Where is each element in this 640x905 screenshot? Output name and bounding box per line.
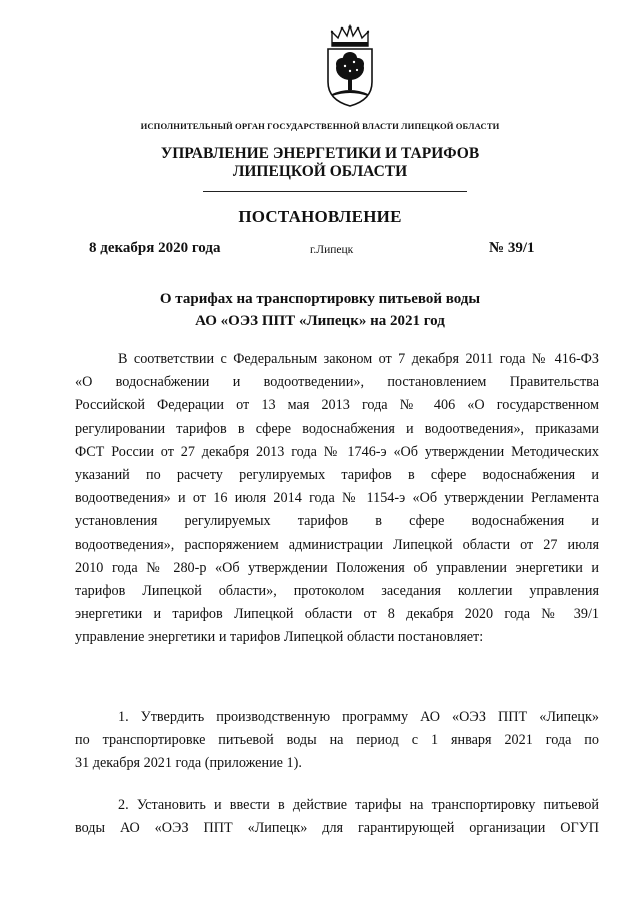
text-line: водоотведения», распоряжением администрации Липецкой области от 27 июля — [75, 536, 599, 553]
subject-line: О тарифах на транспортировку питьевой воды — [159, 291, 481, 307]
text-line: регулировании тарифов в сфере водоснабжения и водоотведения», приказами — [75, 420, 599, 437]
text-line: В соответствии с Федеральным законом от 7 декабря 2011 года № 416-ФЗ — [118, 351, 599, 367]
text-line: тарифов Липецкой области», протоколом заседания коллегии управления — [75, 582, 599, 599]
text-line: 1. Утвердить производственную программу АО «ОЭЗ ППТ «Липецк» — [118, 709, 599, 725]
document-number: № 39/1 — [489, 240, 535, 256]
text-line: «О водоснабжении и водоотведении», постановлением Правительства — [75, 374, 599, 391]
subject-line: АО «ОЭЗ ППТ «Липецк» на 2021 год — [195, 313, 445, 329]
text-line: указаний по расчету регулируемых тарифов в сфере водоснабжения и — [75, 466, 599, 483]
text-line: установления регулируемых тарифов в сфере водоснабжения и — [75, 513, 599, 530]
body-paragraph-2 — [75, 706, 599, 776]
document-type: ПОСТАНОВЛЕНИЕ — [238, 207, 402, 226]
lipetsk-coat-of-arms-icon — [320, 24, 380, 108]
document-date: 8 декабря 2020 года — [89, 240, 221, 256]
department-title-line: ЛИПЕЦКОЙ ОБЛАСТИ — [232, 163, 408, 180]
authority-name: ИСПОЛНИТЕЛЬНЫЙ ОРГАН ГОСУДАРСТВЕННОЙ ВЛАСТИ ЛИПЕЦКОЙ ОБЛАСТИ — [140, 121, 500, 131]
department-title — [0, 145, 640, 181]
text-line: воды АО «ОЭЗ ППТ «Липецк» для гарантирующей организации ОГУП — [75, 820, 599, 837]
document-city: г.Липецк — [310, 244, 354, 256]
text-line: управление энергетики и тарифов Липецкой области постановляет: — [75, 629, 484, 646]
department-title-line: УПРАВЛЕНИЕ ЭНЕРГЕТИКИ И ТАРИФОВ — [160, 145, 480, 162]
text-line: по транспортировке питьевой воды на период с 1 января 2021 года по — [75, 732, 599, 749]
text-line: водоотведения» и от 16 июля 2014 года № 1154-э «Об утверждении Регламента — [75, 490, 599, 507]
text-line: энергетики и тарифов Липецкой области от 8 декабря 2020 года № 39/1 — [75, 606, 599, 623]
document-subject — [0, 288, 640, 332]
text-line: Российской Федерации от 13 мая 2013 года № 406 «О государственном — [75, 397, 599, 414]
text-line: ФСТ России от 27 декабря 2013 года № 1746-э «Об утверждении Методических — [75, 443, 599, 460]
text-line: 2010 года № 280-р «Об утверждении Положения об управлении энергетики и — [75, 559, 599, 576]
text-line: 31 декабря 2021 года (приложение 1). — [75, 755, 302, 772]
header-divider — [203, 191, 467, 192]
body-paragraph-3 — [75, 794, 599, 840]
body-paragraph-1 — [75, 348, 599, 649]
text-line: 2. Установить и ввести в действие тарифы на транспортировку питьевой — [118, 797, 599, 813]
